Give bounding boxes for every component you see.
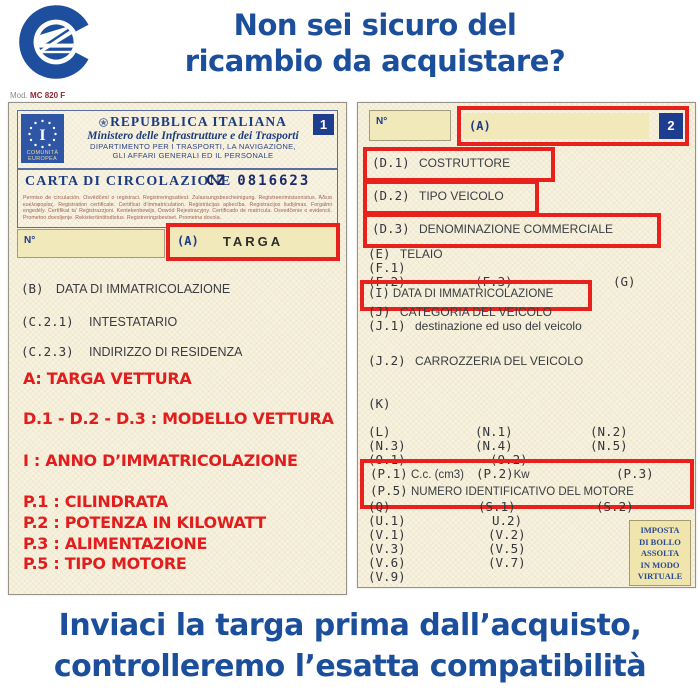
field-label: INTESTATARIO [89, 315, 178, 329]
field-code: (V.9) [368, 569, 406, 584]
field-code: (Q) [368, 499, 391, 514]
page1-a-field [170, 227, 336, 257]
field-code: (F.3) [475, 274, 513, 289]
highlight-box-costruttore [363, 147, 555, 182]
imposta-bollo-stamp [629, 520, 691, 586]
page2-n-field [369, 110, 451, 141]
model-code: MC 820 F [30, 91, 66, 100]
field-code: (U.1) [368, 513, 406, 528]
page2-number-badge: 2 [659, 113, 683, 139]
field-code: (J.2) [368, 353, 406, 368]
annotation-cilindrata: P.1 : CILINDRATA [23, 492, 168, 511]
field-label: COSTRUTTORE [418, 156, 511, 170]
field-row-p5 [370, 483, 634, 498]
field-code: (J.1) [368, 318, 406, 333]
annotation-modello: D.1 - D.2 - D.3 : MODELLO VETTURA [23, 409, 334, 428]
top-slogan-line2: ricambio da acquistare? [184, 44, 566, 78]
field-code: (N.5) [590, 438, 628, 453]
bottom-slogan-line2: controlleremo l’esatta compatibilità [53, 649, 647, 684]
page1-a-label: TARGA [222, 234, 284, 249]
eu-flag-box [21, 114, 64, 163]
eu-stars-icon [21, 115, 64, 153]
stamp-line: DI BOLLO [639, 536, 681, 547]
field-code: (B) [21, 281, 44, 296]
eu-label: COMUNITÀ EUROPEA [26, 150, 59, 162]
field-code: (V.2) [488, 527, 526, 542]
field-code: (C.2.3) [21, 344, 74, 359]
stamp-line: ASSOLTA [640, 548, 680, 558]
field-code: (D.2) [372, 188, 410, 203]
annotation-targa: A: TARGA VETTURA [23, 369, 192, 388]
field-code: (G) [613, 274, 636, 289]
field-row-j1 [368, 318, 582, 333]
field-code: (F.2) [368, 274, 406, 289]
department-line2: GLI AFFARI GENERALI ED IL PERSONALE [112, 151, 274, 160]
field-code: (P.3) [616, 466, 654, 481]
field-label: DATA DI IMMATRICOLAZIONE [392, 288, 554, 300]
field-code: (V.7) [488, 555, 526, 570]
ministry-title: Ministero delle Infrastrutture e dei Trasporti [87, 130, 299, 142]
bottom-slogan-line1: Inviaci la targa prima dall’acquisto, [58, 608, 642, 643]
field-code: (V.1) [368, 527, 406, 542]
field-code: (N.1) [475, 424, 513, 439]
highlight-box-targa-page2 [457, 106, 689, 146]
field-label: destinazione ed uso del veicolo [414, 319, 582, 333]
highlight-box-targa [166, 223, 340, 261]
field-code: (P.5) [370, 483, 408, 498]
field-code: (E) [368, 246, 391, 261]
annotation-anno: I : ANNO D’IMMATRICOLAZIONE [23, 451, 298, 470]
field-label: DENOMINAZIONE COMMERCIALE [418, 222, 613, 236]
department-line1: DIPARTIMENTO PER I TRASPORTI, LA NAVIGAZIONE, [90, 142, 296, 151]
field-code: (N.4) [475, 438, 513, 453]
field-code: (L) [368, 424, 391, 439]
field-code: (J) [368, 304, 391, 319]
page1-number-badge: 1 [313, 114, 334, 135]
stamp-line: VIRTUALE [637, 571, 683, 581]
field-row-k [368, 396, 391, 411]
field-code: (N.2) [590, 424, 628, 439]
field-label: NUMERO IDENTIFICATIVO DEL MOTORE [410, 486, 634, 498]
page2-n-label: N° [376, 116, 388, 127]
field-row-j2 [368, 353, 583, 368]
field-label: INDIRIZZO DI RESIDENZA [89, 345, 243, 359]
field-code: (P.1) [370, 466, 408, 481]
registration-card-page2 [357, 102, 696, 588]
field-label: CATEGORIA DEL VEICOLO [399, 305, 552, 319]
field-code: (I) [368, 286, 390, 300]
eu-country-letter: I [39, 127, 46, 144]
page1-header-text [68, 114, 318, 160]
field-code: (F.1) [368, 260, 406, 275]
field-label: TIPO VEICOLO [418, 189, 504, 203]
italy-emblem-icon [99, 118, 108, 127]
field-label: Kw [513, 469, 530, 481]
multilingual-fine-print: Permiso de circulación. Osvědčení o registraci. Registreringsattest. Zulassungsbescheinigung. Registreerimistunnistus. Άδεια κυκλοφορίας. Registration certificate. Certificat d'immatriculation. Reģistrācijas apliecība. Registracijos liudijimas. Forgalmi engedély. Ċertifikat ta' Reġistrazzjoni. Kentekenbewijs. Dowód Rejestracyjny. Certificado de matrícula. Osvedčenie o evidencii. Prometno dovoljenje. Rekisteröintitodistus. Registreringsbeviset. Prometna dovola. [23, 195, 332, 221]
annotation-alimentazione: P.3 : ALIMENTAZIONE [23, 534, 208, 553]
stamp-line: IMPOSTA [640, 525, 680, 535]
field-label: DATA DI IMMATRICOLAZIONE [55, 282, 231, 296]
registration-card-page1 [8, 102, 347, 595]
field-code: (V.5) [488, 541, 526, 556]
highlight-box-tipo-veicolo [363, 180, 539, 215]
field-p2 [476, 466, 530, 481]
field-row-f1 [368, 260, 406, 275]
field-label: CARROZZERIA DEL VEICOLO [414, 354, 584, 368]
field-code: (P.2) [476, 466, 514, 481]
field-code: (O.1) [368, 452, 406, 467]
field-code: (D.3) [372, 221, 410, 236]
doc-title: CARTA DI CIRCOLAZIONE [25, 174, 232, 189]
field-row-b [21, 281, 230, 296]
top-slogan-line1: Non sei sicuro del [233, 8, 517, 42]
field-code: (S.1) [478, 499, 516, 514]
highlight-box-denominazione [363, 213, 661, 248]
field-row-c21 [21, 314, 177, 329]
stamp-line: IN MODO [640, 559, 680, 570]
field-row-c23 [21, 344, 243, 359]
annotation-tipo-motore: P.5 : TIPO MOTORE [23, 554, 187, 573]
annotation-potenza: P.2 : POTENZA IN KILOWATT [23, 513, 266, 532]
field-code: (K) [368, 396, 391, 411]
field-code: (D.1) [372, 155, 410, 170]
doc-serial-number: CZ 0816623 [206, 173, 311, 189]
document-model-number [10, 91, 65, 100]
doc-title-box [17, 169, 338, 228]
page1-n-field [17, 229, 165, 258]
field-code: (V.6) [368, 555, 406, 570]
field-code: (O.2) [490, 452, 528, 467]
field-code: (N.3) [368, 438, 406, 453]
field-code: (C.2.1) [21, 314, 74, 329]
field-label: TELAIO [399, 247, 443, 261]
page2-a-code: (A) [469, 119, 491, 133]
field-label: C.c. (cm3) [410, 469, 465, 481]
field-row-e [368, 246, 443, 261]
field-row-v9 [368, 569, 406, 584]
page1-header-box [17, 110, 338, 169]
field-code: U.2) [492, 513, 523, 528]
field-code: (V.3) [368, 541, 406, 556]
highlight-box-motore [360, 459, 694, 509]
field-row-j [368, 304, 552, 319]
field-code: (S.2) [596, 499, 634, 514]
state-title: REPUBBLICA ITALIANA [68, 114, 318, 130]
page1-n-label: N° [24, 235, 36, 246]
page2-a-field [463, 113, 649, 139]
field-p1 [370, 466, 464, 481]
model-prefix: Mod. [10, 91, 28, 100]
page1-a-code: (A) [177, 234, 199, 248]
